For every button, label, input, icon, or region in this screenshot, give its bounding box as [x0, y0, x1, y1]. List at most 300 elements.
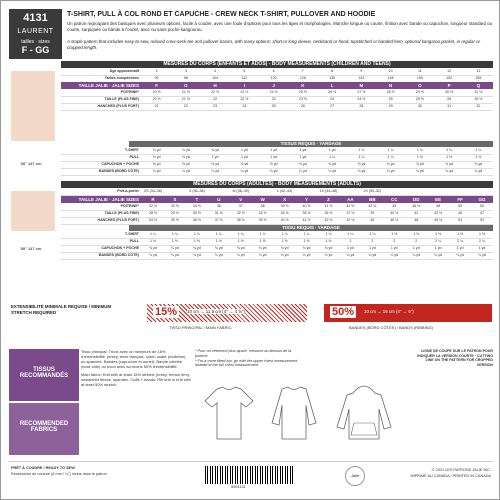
- adult-fabric-cell: 1 yd: [390, 246, 398, 250]
- adult-measure-cell: [405, 189, 427, 195]
- adult-measure-cell: 32 ½: [236, 211, 245, 215]
- tissus-recommandes-header: TISSUS RECOMMANDÉS: [9, 349, 79, 401]
- kids-size-size: Q: [476, 83, 481, 88]
- adult-measure-cell: 39 ½: [280, 204, 289, 208]
- adult-measure-cell: 42: [414, 211, 419, 215]
- kids-fabric-cell: ½ yd: [211, 162, 220, 166]
- kids-measure-cell: 29: [388, 104, 393, 108]
- adult-measure-cell: 46 ½: [390, 218, 399, 222]
- adult-measure-cell: [383, 189, 405, 195]
- adult-fabric-cell: ¼ yd: [346, 253, 355, 257]
- adult-measure-cell: 35 ½: [170, 218, 179, 222]
- adult-fabric-cell: 1 ¼: [281, 232, 288, 236]
- kids-measure-row-label: POITRINE*: [120, 90, 139, 94]
- kids-size-size: K: [301, 83, 305, 88]
- adult-fabric-header: TISSU REQUIS · YARDAGE: [129, 225, 493, 231]
- kids-measure-cell: 12: [447, 69, 452, 73]
- adult-measure-cell: 51: [458, 218, 463, 222]
- kids-measure-cell: 31 ½: [474, 90, 483, 94]
- kids-size-size: J: [272, 83, 275, 88]
- kids-size-size: H: [213, 83, 217, 88]
- adult-fabric-cell: ¾ yd: [236, 246, 245, 250]
- barcode-number: 5004131: [231, 485, 246, 489]
- footer: [9, 461, 493, 492]
- adult-fabric-cell: 1 ½: [457, 232, 464, 236]
- pattern-number: 4131: [23, 12, 48, 24]
- adult-section-header: MESURES DU CORPS (ADULTES) - BODY MEASUREMENTS (ADULTS): [61, 181, 493, 188]
- kids-fabric-row-label: CAPUCHON + POCHE: [101, 162, 139, 166]
- adult-size-size: S: [173, 197, 177, 202]
- adult-fabric-cell: 1 yd: [434, 246, 442, 250]
- adult-measure-cell: 35 ½: [302, 211, 311, 215]
- adult-size-size: W: [260, 197, 265, 202]
- header: [9, 9, 493, 59]
- kids-fabric-cell: ¾ yd: [357, 162, 366, 166]
- adult-fabric-cell: 2 ¼: [435, 239, 442, 243]
- adult-body-figure: [11, 191, 55, 231]
- adult-measure-cell: 38 ½: [236, 218, 245, 222]
- pattern-code-box: [9, 9, 62, 59]
- adult-fabric-cell: ¼ yd: [368, 253, 377, 257]
- recommended-fabrics-header: RECOMMENDED FABRICS: [9, 403, 79, 455]
- adult-measure-cell: 42 ½: [346, 204, 355, 208]
- kids-fabric-cell: ¼ yd: [269, 169, 278, 173]
- kids-measure-row: [61, 97, 493, 104]
- kids-measure-cell: 26 ½: [328, 90, 337, 94]
- adult-measure-cell: [296, 189, 318, 195]
- kids-fabric-cell: ¼ yd: [328, 169, 337, 173]
- kids-measure-cell: 29 ½: [415, 90, 424, 94]
- kids-size-size: N: [389, 83, 393, 88]
- printed-in-canada: IMPRIMÉ AU CANADA / PRINTED IN CANADA: [410, 474, 491, 478]
- kids-measure-cell: 31: [447, 104, 452, 108]
- kids-measure-cell: 104: [212, 76, 219, 80]
- kids-fabric-cell: 1 ¼: [387, 155, 394, 159]
- kids-fabric-row: [61, 148, 493, 155]
- adult-fabric-cell: 1 ½: [325, 239, 332, 243]
- adult-fabric-row-label: PULL: [129, 239, 139, 243]
- kids-fabric-cell: 1 yd: [299, 155, 307, 159]
- adult-measure-row-label: HANCHES (PLUS FORT): [97, 218, 139, 222]
- stretch-50-pct: 50%: [332, 306, 355, 318]
- adult-fabric-cell: 1 ¼: [171, 232, 178, 236]
- kids-size-size: O: [418, 83, 422, 88]
- stretch-bar-50: [324, 304, 492, 322]
- adult-fabric-cell: ¾ yd: [171, 246, 179, 250]
- adult-fabric-cell: ¾ yd: [258, 246, 267, 250]
- adult-fabric-cell: 1 ¼: [149, 232, 156, 236]
- kids-measure-cell: 25: [388, 97, 393, 101]
- adult-fabric-cell: ¼ yd: [258, 253, 267, 257]
- adult-fabric-cell: 1 ½: [391, 232, 398, 236]
- adult-fabric-cell: ¼ yd: [149, 253, 157, 257]
- adult-fabric-row: [61, 246, 493, 253]
- kids-fabric-cell: ½ yd: [269, 162, 278, 166]
- adult-measure-cell: 43 ½: [434, 211, 443, 215]
- kids-fabric-header: TISSUS REQUIS · YARDAGE: [129, 141, 493, 147]
- kids-fabric-cell: 1 ½: [446, 155, 453, 159]
- kids-measure-cell: 23: [213, 104, 218, 108]
- kids-fabric-cell: 1 ¼: [329, 155, 336, 159]
- adult-measure-cell: 33 ½: [258, 211, 267, 215]
- kids-fabric-cell: 1 yd: [299, 148, 307, 152]
- adult-fabric-cell: 1 ½: [171, 239, 178, 243]
- adult-measure-cell: 49 ½: [434, 218, 443, 222]
- fit-note-fr: * Pour un vêtement plus ajusté, mesurez au-dessus de la poitrine.: [195, 349, 292, 358]
- adult-measure-cell: 43 ½: [368, 204, 377, 208]
- adult-fabric-cell: 2: [415, 239, 418, 243]
- adult-size-size: Z: [327, 197, 330, 202]
- kids-size-size: M: [359, 83, 364, 88]
- kids-measure-cell: 150: [416, 76, 423, 80]
- kids-measurement-table: [61, 69, 493, 83]
- ready-to-sew-sub: Ressources de couture (6 mm / ¼") inclus dans le patron: [11, 472, 107, 476]
- kids-measure-cell: 142: [358, 76, 365, 80]
- adult-fabric-width: 58" 147 cm: [20, 246, 42, 251]
- adult-fabric-cell: 1 yd: [456, 246, 464, 250]
- kids-measure-cell: 112: [241, 76, 248, 80]
- adult-fabric-cell: 1 yd: [368, 246, 376, 250]
- kids-measure-cell: 27: [330, 104, 335, 108]
- kids-size-size: G: [184, 83, 188, 88]
- kids-fabric-table: [61, 148, 493, 176]
- adult-measure-cell: 42 ½: [324, 218, 333, 222]
- kids-measure-cell: 22 ½: [211, 90, 220, 94]
- kids-fabric-cell: 1 ¼: [358, 155, 365, 159]
- adult-fabric-cell: 1 ¼: [193, 232, 200, 236]
- adult-fabric-cell: ¼ yd: [324, 253, 333, 257]
- kids-section-header: MESURES DU CORPS (ENFANTS ET ADOS) - BODY MEASUREMENTS (CHILDREN AND TEENS): [61, 61, 493, 68]
- kids-measure-row-label: Âge approximatif: [109, 69, 139, 73]
- kids-measure-cell: 24: [242, 104, 247, 108]
- adult-size-size: R: [151, 197, 155, 202]
- kids-fabric-cell: 1 yd: [240, 148, 248, 152]
- adult-measure-cell: 36 ½: [324, 211, 333, 215]
- adult-fabric-cell: ¾ yd: [324, 246, 333, 250]
- adult-measure-cell: 30 ½: [192, 211, 201, 215]
- kids-measure-row: [61, 90, 493, 97]
- adult-fabric-cell: ¾ yd: [149, 246, 157, 250]
- adult-fabric-cell: 1 ½: [259, 239, 266, 243]
- adult-fabric-cell: 1 ¼: [237, 232, 244, 236]
- adult-measure-row-label: POITRINE*: [120, 204, 139, 208]
- kids-fabric-cell: 1 ¼: [446, 148, 453, 152]
- kids-fabric-cell: 1 ¼: [475, 148, 482, 152]
- tshirt-flat-icon: [199, 383, 259, 443]
- kids-fabric-cell: ¾ yd: [298, 162, 307, 166]
- kids-measure-cell: 24: [330, 97, 335, 101]
- adult-fabric-cell: ¼ yd: [412, 253, 421, 257]
- adult-fabric-cell: 2: [349, 239, 352, 243]
- kids-fabric-cell: ¾ yd: [415, 162, 424, 166]
- adult-measure-cell: 34 ½: [280, 211, 289, 215]
- adult-fabric-cell: ¼ yd: [302, 253, 311, 257]
- adult-measure-cell: [471, 189, 493, 195]
- kids-measure-cell: 98: [183, 76, 188, 80]
- kids-measure-cell: 11: [418, 69, 422, 73]
- kids-measure-cell: 22 ½: [240, 97, 249, 101]
- kids-fabric-cell: ¼ yd: [474, 169, 483, 173]
- adult-fabric-cell: ¾ yd: [280, 246, 289, 250]
- adult-measure-cell: 41 ½: [302, 218, 311, 222]
- kids-fabric-row: [61, 169, 493, 176]
- adult-measure-cell: S (36–38): [188, 189, 205, 193]
- adult-fabric-cell: 1 ½: [435, 232, 442, 236]
- adult-fabric-cell: 1 ½: [193, 239, 200, 243]
- adult-measure-cell: 41 ½: [324, 204, 333, 208]
- adult-measure-row-label: Prêt-à-porter: [117, 189, 139, 193]
- adult-size-size: FF: [457, 197, 463, 202]
- adult-fabric-cell: 1 ½: [281, 239, 288, 243]
- adult-fabric-cell: 2: [371, 239, 374, 243]
- adult-measure-cell: 40 ½: [390, 211, 399, 215]
- adult-fabric-cell: 1 ½: [479, 232, 486, 236]
- ready-to-sew: PRÊT À COUDRE / READY TO SEW: [11, 466, 75, 470]
- kids-measure-cell: 22: [183, 104, 188, 108]
- adult-fabric-row-label: CAPUCHON + POCHE: [101, 246, 139, 250]
- adult-measure-cell: 37 ½: [346, 211, 355, 215]
- adult-measure-cell: 45: [392, 204, 397, 208]
- adult-fabric-cell: 1 yd: [412, 246, 420, 250]
- adult-size-size: GG: [478, 197, 486, 202]
- kids-measure-cell: 2: [155, 69, 158, 73]
- adult-fabric-cell: 1 ½: [237, 239, 244, 243]
- kids-fabric-cell: 1 yd: [328, 148, 336, 152]
- kids-measure-cell: 27 ½: [357, 90, 366, 94]
- kids-measure-cell: 152: [446, 76, 453, 80]
- kids-measure-cell: 23: [271, 97, 276, 101]
- adult-size-size: EE: [435, 197, 442, 202]
- kids-measure-cell: 120: [270, 76, 277, 80]
- adult-measurement-table: [61, 204, 493, 225]
- kids-measure-cell: 28 ½: [386, 90, 395, 94]
- kids-fabric-cell: ¼ yd: [298, 169, 307, 173]
- kids-fabric-cell: 1 ½: [416, 155, 423, 159]
- adult-measure-cell: XS (34–36): [143, 189, 163, 193]
- adult-measure-cell: 29 ½: [170, 211, 179, 215]
- adult-size-size: X: [283, 197, 287, 202]
- adult-measure-cell: 47: [480, 211, 485, 215]
- kids-measure-cell: 21 ½: [181, 97, 190, 101]
- barcode: [205, 466, 295, 484]
- kids-measure-cell: 6: [272, 69, 275, 73]
- bottom-section: [9, 301, 493, 491]
- adult-fabric-cell: ¼ yd: [192, 253, 201, 257]
- adult-fabric-row-label: T-SHIRT: [125, 232, 139, 236]
- kids-fabric-row-label: BANDES (BORD CÔTE): [98, 169, 139, 173]
- adult-measure-cell: 46 ½: [412, 204, 421, 208]
- adult-measure-cell: 39: [370, 211, 375, 215]
- kids-fabric-cell: ¾ yd: [152, 155, 161, 159]
- adult-measure-cell: [164, 189, 186, 195]
- adult-size-size: CC: [391, 197, 398, 202]
- adult-measure-cell: [449, 189, 471, 195]
- kids-fabric-row: [61, 155, 493, 162]
- stretch-50-caption: BANDES (BORD CÔTES) / BANDS (RIBBING): [349, 325, 434, 330]
- kids-fabric-cell: 1 yd: [240, 155, 248, 159]
- adult-measure-cell: 40 ½: [302, 204, 311, 208]
- adult-measure-cell: [252, 189, 274, 195]
- adult-measure-cell: 45: [370, 218, 375, 222]
- kids-measure-row-label: TAILLE (PLUS FINE): [104, 97, 139, 101]
- description-en: A staple pattern that includes easy-to-sew, relaxed crew-neck tee and pullover basics, with many options: short or long sleeve, neckband or hood, topstitched or banded hem, optional kangaroo pocket, in regular or cropped length.: [67, 39, 481, 50]
- adult-measure-cell: 33 ½: [170, 204, 179, 208]
- kids-fabric-cell: 1 ¼: [416, 148, 423, 152]
- adult-measure-cell: [208, 189, 230, 195]
- adult-fabric-cell: 1 ½: [215, 239, 222, 243]
- adult-fabric-cell: 1 yd: [478, 246, 486, 250]
- kids-measure-cell: 26 ½: [474, 97, 483, 101]
- hoodie-flat-icon: [329, 383, 399, 443]
- fit-note-en: * For a more fitted top, go with the upper chest measurement instead of the full chest measurement.: [195, 358, 298, 368]
- kids-size-size: F: [155, 83, 158, 88]
- adult-size-size: T: [195, 197, 199, 202]
- kids-measure-cell: 25 ½: [298, 90, 307, 94]
- kids-measure-row-label: HANCHES (PLUS FORT): [97, 104, 139, 108]
- kids-fabric-cell: ¾ yd: [181, 155, 190, 159]
- adult-size-size: AA: [347, 197, 354, 202]
- pattern-brand: LAURENT: [17, 28, 54, 35]
- kids-measure-cell: 30 ½: [445, 90, 454, 94]
- adult-fabric-row-label: BANDES (BORD CÔTE): [98, 253, 139, 257]
- fabric-recommendations-en: Main fabric: Knit with at least 15% stretch: jersey, french terry, sweatshirt fleece, spandex. Cuffs + bands: Rib knit or knit with at least 50% stretch.: [81, 372, 191, 387]
- kids-measure-cell: 24 ½: [269, 90, 278, 94]
- kids-fabric-cell: ¼ yd: [357, 169, 366, 173]
- adult-size-size: BB: [369, 197, 376, 202]
- kids-fabric-cell: ¼ yd: [415, 169, 424, 173]
- adult-fabric-cell: 1 ½: [413, 232, 420, 236]
- kids-measure-cell: 24 ½: [357, 97, 366, 101]
- kids-fabric-cell: ¾ yd: [181, 148, 190, 152]
- adult-fabric-cell: 2 ¼: [479, 239, 486, 243]
- kids-fabric-cell: ½ yd: [152, 162, 161, 166]
- kids-fabric-cell: ¼ yd: [240, 169, 249, 173]
- adult-fabric-cell: 1 ¼: [325, 232, 332, 236]
- adult-measure-cell: 48: [414, 218, 419, 222]
- adult-measure-row: [61, 189, 493, 196]
- adult-size-size: U: [217, 197, 221, 202]
- kids-fabric-cell: ¾ yd: [152, 148, 161, 152]
- adult-measure-cell: 39 ½: [258, 218, 267, 222]
- adult-measure-cell: 52: [480, 204, 485, 208]
- adult-measure-cell: 34 ½: [192, 204, 201, 208]
- stretch-label: EXTENSIBILITÉ MINIMALE REQUISE / MINIMUM STRETCH REQUIRED: [11, 304, 112, 315]
- adult-fabric-table: [61, 232, 493, 260]
- adult-measure-cell: 50: [458, 204, 463, 208]
- adult-measure-cell: 37: [238, 204, 243, 208]
- adult-fabric-cell: ¼ yd: [236, 253, 245, 257]
- kids-measure-cell: 128: [299, 76, 306, 80]
- adult-measure-cell: 53: [480, 218, 485, 222]
- stretch-15-pct: 15%: [155, 306, 178, 318]
- kids-measure-cell: 9: [360, 69, 363, 73]
- kids-fabric-row-label: PULL: [129, 155, 139, 159]
- adult-fabric-cell: ¾ yd: [302, 246, 311, 250]
- kids-measure-cell: 13: [476, 69, 481, 73]
- kids-measure-cell: 26: [300, 104, 305, 108]
- adult-fabric-cell: ¼ yd: [478, 253, 486, 257]
- kids-fabric-cell: 1 yd: [270, 148, 278, 152]
- kids-size-size: L: [330, 83, 334, 88]
- adult-fabric-cell: 1 ¼: [259, 232, 266, 236]
- fabric-recommendations-fr: Tissu principal: Tricot avec un minimum de 15% d'extensibilité: jersey, tricot français, coton ouaté (molleton) ou spandex. Bandes (capuchon et ourlet): Bande côtelée (bord côte) ou tricot avec au moins 50% d'extensibilité.: [81, 349, 186, 369]
- kids-size-size: I: [243, 83, 245, 88]
- kids-fabric-cell: 1 ½: [475, 155, 482, 159]
- adult-fabric-cell: 1 ½: [303, 239, 310, 243]
- kids-fabric-cell: ¼ yd: [152, 169, 161, 173]
- adult-fabric-cell: ¼ yd: [280, 253, 289, 257]
- copyright: © 2021 LES PATRONS JALIE INC.: [431, 468, 491, 472]
- kids-size-label: TAILLE JALIE · JALIE SIZES: [78, 83, 139, 88]
- adult-fabric-cell: 2 ¼: [457, 239, 464, 243]
- kids-measure-cell: 10: [388, 69, 393, 73]
- adult-measure-cell: 31 ½: [214, 211, 223, 215]
- kids-measure-cell: 23 ½: [298, 97, 307, 101]
- adult-measure-cell: [339, 189, 361, 195]
- adult-fabric-cell: ¼ yd: [434, 253, 443, 257]
- pattern-title: T-SHIRT, PULL À COL ROND ET CAPUCHE - CREW NECK T-SHIRT, PULLOVER AND HOODIE: [67, 11, 376, 18]
- kids-fabric-row-label: T-SHIRT: [125, 148, 139, 152]
- kids-fabric-cell: ¾ yd: [474, 162, 483, 166]
- kids-measure-cell: 25 ½: [415, 97, 424, 101]
- kids-measure-cell: 92: [154, 76, 159, 80]
- kids-measure-cell: 22: [213, 97, 218, 101]
- cutting-line-note: LIGNE DE COUPE SUR LE PATRON POUR INDIQUER LA VERSION COURTE · CUTTING LINE ON THE PATTERN FOR CROPPED VERSION: [417, 349, 493, 367]
- adult-size-size: V: [239, 197, 243, 202]
- kids-measure-cell: 26: [447, 97, 452, 101]
- stretch-50-text: 10 cm → 15 cm (4" → 6"): [364, 309, 414, 314]
- adult-measure-cell: 1X (44–46): [319, 189, 338, 193]
- kids-fabric-cell: 1 yd: [270, 155, 278, 159]
- adult-fabric-row: [61, 239, 493, 246]
- adult-measure-cell: [427, 189, 449, 195]
- kids-measure-cell: 146: [387, 76, 394, 80]
- kids-fabric-cell: ½ yd: [181, 162, 190, 166]
- adult-ready-to-wear-row: [61, 189, 493, 196]
- adult-fabric-cell: ¾ yd: [214, 246, 223, 250]
- kids-fabric-cell: ¾ yd: [211, 148, 220, 152]
- kids-measure-cell: 25: [271, 104, 276, 108]
- kids-measure-cell: 30: [417, 104, 422, 108]
- jalie-logo: Jalie: [345, 466, 365, 486]
- adult-measure-cell: 40 ½: [280, 218, 289, 222]
- kids-measure-row-label: Tailles européennes: [104, 76, 139, 80]
- adult-measure-cell: 36 ½: [192, 218, 201, 222]
- adult-measure-cell: L (42–44): [276, 189, 293, 193]
- kids-measure-cell: 21 ½: [181, 90, 190, 94]
- adult-measure-row: [61, 211, 493, 218]
- sizes-value: F - GG: [21, 45, 50, 55]
- adult-fabric-cell: 1 ¼: [347, 232, 354, 236]
- adult-measure-cell: 37 ½: [214, 218, 223, 222]
- adult-fabric-cell: 1 ¼: [215, 232, 222, 236]
- adult-measure-cell: M (38–40): [232, 189, 249, 193]
- kids-measurement-table-2: [61, 90, 493, 111]
- kids-measure-cell: 155: [475, 76, 482, 80]
- kids-measure-cell: 7: [301, 69, 304, 73]
- adult-fabric-cell: 1 yd: [347, 246, 354, 250]
- kids-fabric-cell: 1 yd: [211, 155, 219, 159]
- adult-measure-cell: 34 ½: [148, 218, 157, 222]
- kids-measure-cell: 135: [329, 76, 336, 80]
- adult-fabric-cell: ¾ yd: [192, 246, 201, 250]
- kids-fabric-row: [61, 162, 493, 169]
- kids-fabric-width: 58" 147 cm: [20, 161, 42, 166]
- kids-measure-row: [61, 104, 493, 111]
- adult-measure-cell: 48: [436, 204, 441, 208]
- kids-size-size: P: [447, 83, 451, 88]
- kids-fabric-cell: 1 ¼: [387, 148, 394, 152]
